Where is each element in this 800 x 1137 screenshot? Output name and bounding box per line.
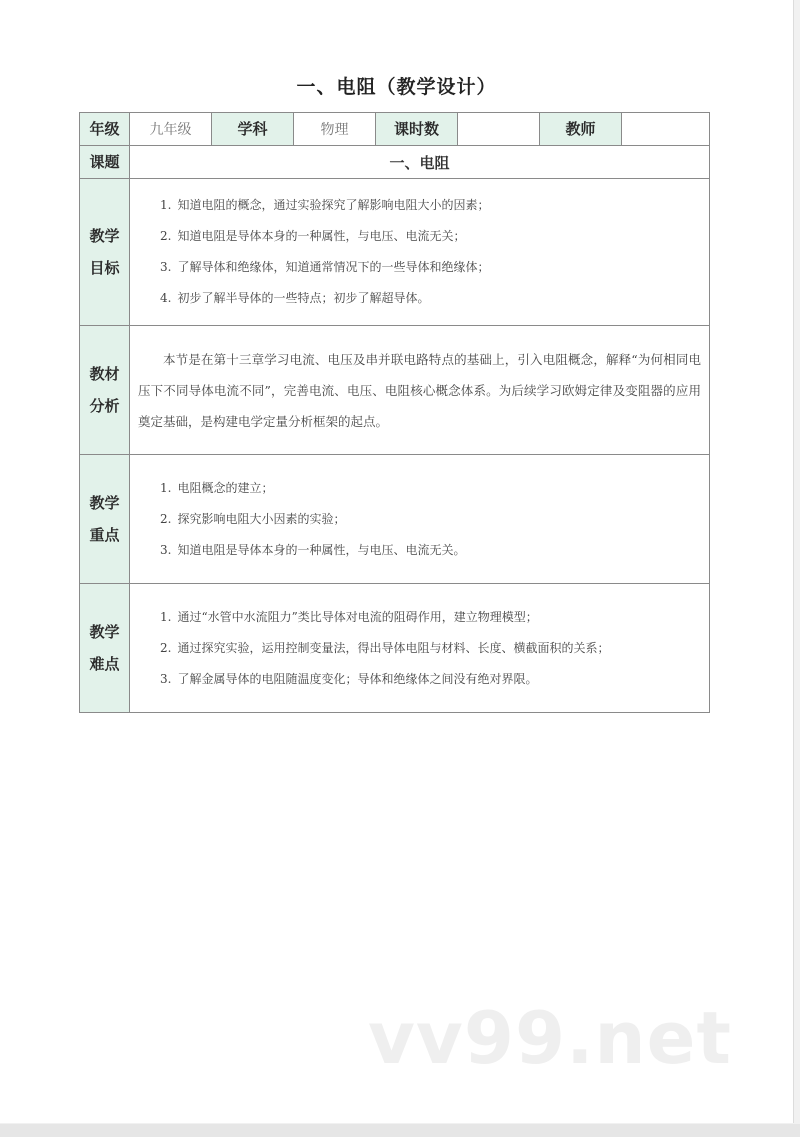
difficulties-label-line2: 难点 (89, 655, 120, 673)
key-points-label-line2: 重点 (89, 526, 120, 544)
subject-label: 学科 (212, 113, 294, 146)
goals-list (130, 190, 709, 314)
analysis-row (80, 326, 710, 455)
hours-value (458, 113, 540, 146)
analysis-label-line1: 教材 (89, 365, 120, 383)
goals-content (130, 179, 710, 326)
key-points-label (80, 455, 130, 584)
key-points-list (130, 473, 709, 566)
goal-item: 1. 知道电阻的概念，通过实验探究了解影响电阻大小的因素； (160, 198, 490, 212)
topic-row (80, 146, 710, 179)
page-bottom-edge (0, 1124, 800, 1137)
difficulty-item: 1. 通过“水管中水流阻力”类比导体对电流的阻碍作用，建立物理模型； (160, 609, 538, 624)
key-points-content (130, 455, 710, 584)
goals-label (80, 179, 130, 326)
difficulties-list (130, 602, 709, 695)
analysis-text: 本节是在第十三章学习电流、电压及串并联电路特点的基础上，引入电阻概念，解释“为何相同电压下不同导体电流不同”，完善电流、电压、电阻核心概念体系。为后续学习欧姆定律及变阻器的应用奠定基础，是构建电学定量分析框架的起点。 (138, 351, 701, 429)
goals-row (80, 179, 710, 326)
watermark: vv99.net (368, 996, 732, 1080)
difficulties-label-line1: 教学 (89, 623, 120, 641)
difficulty-item: 3. 了解金属导体的电阻随温度变化；导体和绝缘体之间没有绝对界限。 (160, 671, 538, 686)
difficulties-row (80, 584, 710, 713)
goals-label-line1: 教学 (89, 227, 120, 245)
teacher-label: 教师 (540, 113, 622, 146)
difficulties-content (130, 584, 710, 713)
document-title: 一、电阻（教学设计） (296, 76, 497, 98)
subject-value: 物理 (294, 113, 376, 146)
teacher-value (622, 113, 710, 146)
analysis-label (80, 326, 130, 455)
goals-label-line2: 目标 (89, 259, 120, 277)
goal-item: 4. 初步了解半导体的一些特点；初步了解超导体。 (160, 291, 430, 305)
goal-item: 2. 知道电阻是导体本身的一种属性，与电压、电流无关； (160, 229, 466, 243)
key-point-item: 2. 探究影响电阻大小因素的实验； (160, 511, 346, 526)
grade-label: 年级 (80, 113, 130, 146)
goal-item: 3. 了解导体和绝缘体，知道通常情况下的一些导体和绝缘体； (160, 260, 490, 274)
key-points-row (80, 455, 710, 584)
lesson-plan-table (79, 112, 710, 713)
header-row (80, 113, 710, 146)
key-point-item: 3. 知道电阻是导体本身的一种属性，与电压、电流无关。 (160, 542, 466, 557)
topic-value: 一、电阻 (130, 146, 710, 179)
topic-label: 课题 (80, 146, 130, 179)
grade-value: 九年级 (130, 113, 212, 146)
hours-label: 课时数 (376, 113, 458, 146)
key-points-label-line1: 教学 (89, 494, 120, 512)
difficulties-label (80, 584, 130, 713)
difficulty-item: 2. 通过探究实验，运用控制变量法，得出导体电阻与材料、长度、横截面积的关系； (160, 640, 610, 655)
key-point-item: 1. 电阻概念的建立； (160, 480, 274, 495)
analysis-content (130, 326, 710, 455)
analysis-label-line2: 分析 (89, 397, 120, 415)
